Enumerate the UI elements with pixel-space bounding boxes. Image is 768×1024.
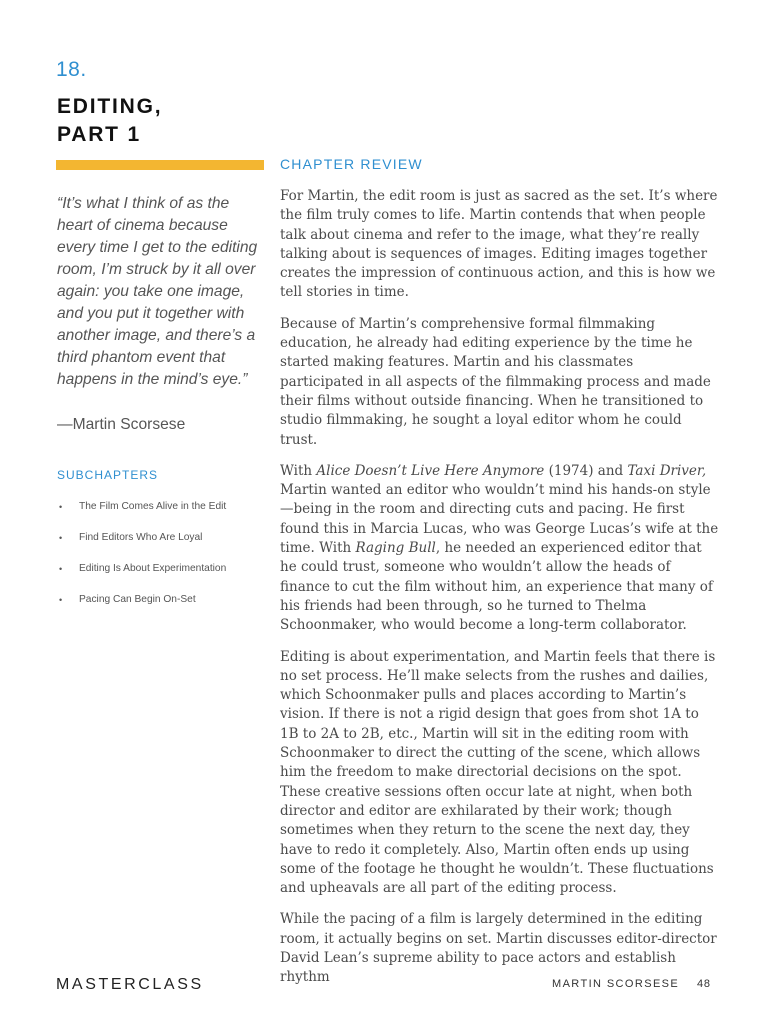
subchapter-item[interactable] <box>57 500 226 531</box>
paragraph-text: Martin wanted an editor who wouldn’t mind his hands-on style—being in the room and directing cuts and pacing. He first found this in Marcia Lucas, who was George Lucas’s wife at the time. With <box>280 482 719 557</box>
subchapter-list <box>57 500 226 624</box>
pull-quote: “It’s what I think of as the heart of cinema because every time I get to the editing room, I’m struck by it all over again: you take one image, and you put it together with another image, and there’s a third phantom event that happens in the mind’s eye.” <box>57 195 258 388</box>
page-number: 48 <box>697 978 711 990</box>
review-paragraph-3 <box>280 462 720 636</box>
subchapter-item[interactable] <box>57 593 226 624</box>
film-title-alice: Alice Doesn’t Live Here Anymore <box>316 462 545 479</box>
subchapter-label: Find Editors Who Are Loyal <box>79 532 203 543</box>
bullet-icon: • <box>59 564 63 574</box>
subchapter-item[interactable] <box>57 562 226 593</box>
subchapters-heading: SUBCHAPTERS <box>57 468 159 482</box>
subchapter-label: Pacing Can Begin On-Set <box>79 594 196 605</box>
bullet-icon: • <box>59 595 63 605</box>
quote-attribution: —Martin Scorsese <box>57 416 186 433</box>
review-paragraph-4: Editing is about experimentation, and Martin feels that there is no set process. He’ll make selects from the rushes and dailies, which Schoonmaker pulls and places according to Martin’s vision. If there is not a rigid design that goes from shot 1A to 1B to 2A to 2B, etc., Martin will sit in the editing room with Schoonmaker to direct the cutting of the scene, which allows him the freedom to make directorial decisions on the spot. These creative sessions often occur late at night, when both director and editor are exhilarated by their work; though sometimes when they return to the scene the next day, they have to redo it completely. Also, Martin often ends up using some of the footage he thought he wouldn’t. These fluctuations and upheavals are all part of the editing process. <box>280 648 716 897</box>
chapter-title-line-2: PART 1 <box>57 123 141 146</box>
review-paragraph-2: Because of Martin’s comprehensive formal filmmaking education, he already had editing experience by the time he started making features. Martin and his classmates participated in all aspects of the filmmaking process and made their films without outside financing. When he transitioned to studio filmmaking, he sought a loyal editor whom he could trust. <box>280 315 711 448</box>
film-title-raging-bull: Raging Bull <box>355 540 436 557</box>
chapter-title-line-1: EDITING, <box>57 95 163 118</box>
review-paragraph-5: While the pacing of a film is largely determined in the editing room, it actually begins on set. Martin discusses editor-director David Lean’s supreme ability to pace actors and establish rhythm <box>280 911 717 986</box>
footer-instructor-name: MARTIN SCORSESE <box>552 978 680 990</box>
chapter-review-body <box>280 187 720 1000</box>
paragraph-text: With <box>280 462 317 479</box>
chapter-title <box>57 93 162 149</box>
film-title-taxi-driver: Taxi Driver, <box>627 462 707 479</box>
paragraph-text: , he needed an experienced editor that he could trust, someone who wouldn’t allow the heads of finance to cut the film without him, an experience that many of his friends had been through, so he turned to Thelma Schoonmaker, who would become a long-term collaborator. <box>280 540 713 634</box>
review-paragraph-1: For Martin, the edit room is just as sacred as the set. It’s where the film truly comes to life. Martin contends that when people talk about cinema and refer to the image, what they’re really talking about is sequences of images. Editing images together creates the impression of continuous action, and this is how we tell stories in time. <box>280 188 718 301</box>
bullet-icon: • <box>59 533 63 543</box>
chapter-number: 18. <box>56 58 87 81</box>
subchapter-item[interactable] <box>57 531 226 562</box>
bullet-icon: • <box>59 502 63 512</box>
paragraph-text: (1974) and <box>544 462 628 479</box>
accent-bar <box>56 160 264 170</box>
chapter-review-heading: CHAPTER REVIEW <box>280 156 423 172</box>
subchapter-label: The Film Comes Alive in the Edit <box>79 501 227 512</box>
subchapter-label: Editing Is About Experimentation <box>79 563 227 574</box>
masterclass-logo: MASTERCLASS <box>56 976 204 993</box>
